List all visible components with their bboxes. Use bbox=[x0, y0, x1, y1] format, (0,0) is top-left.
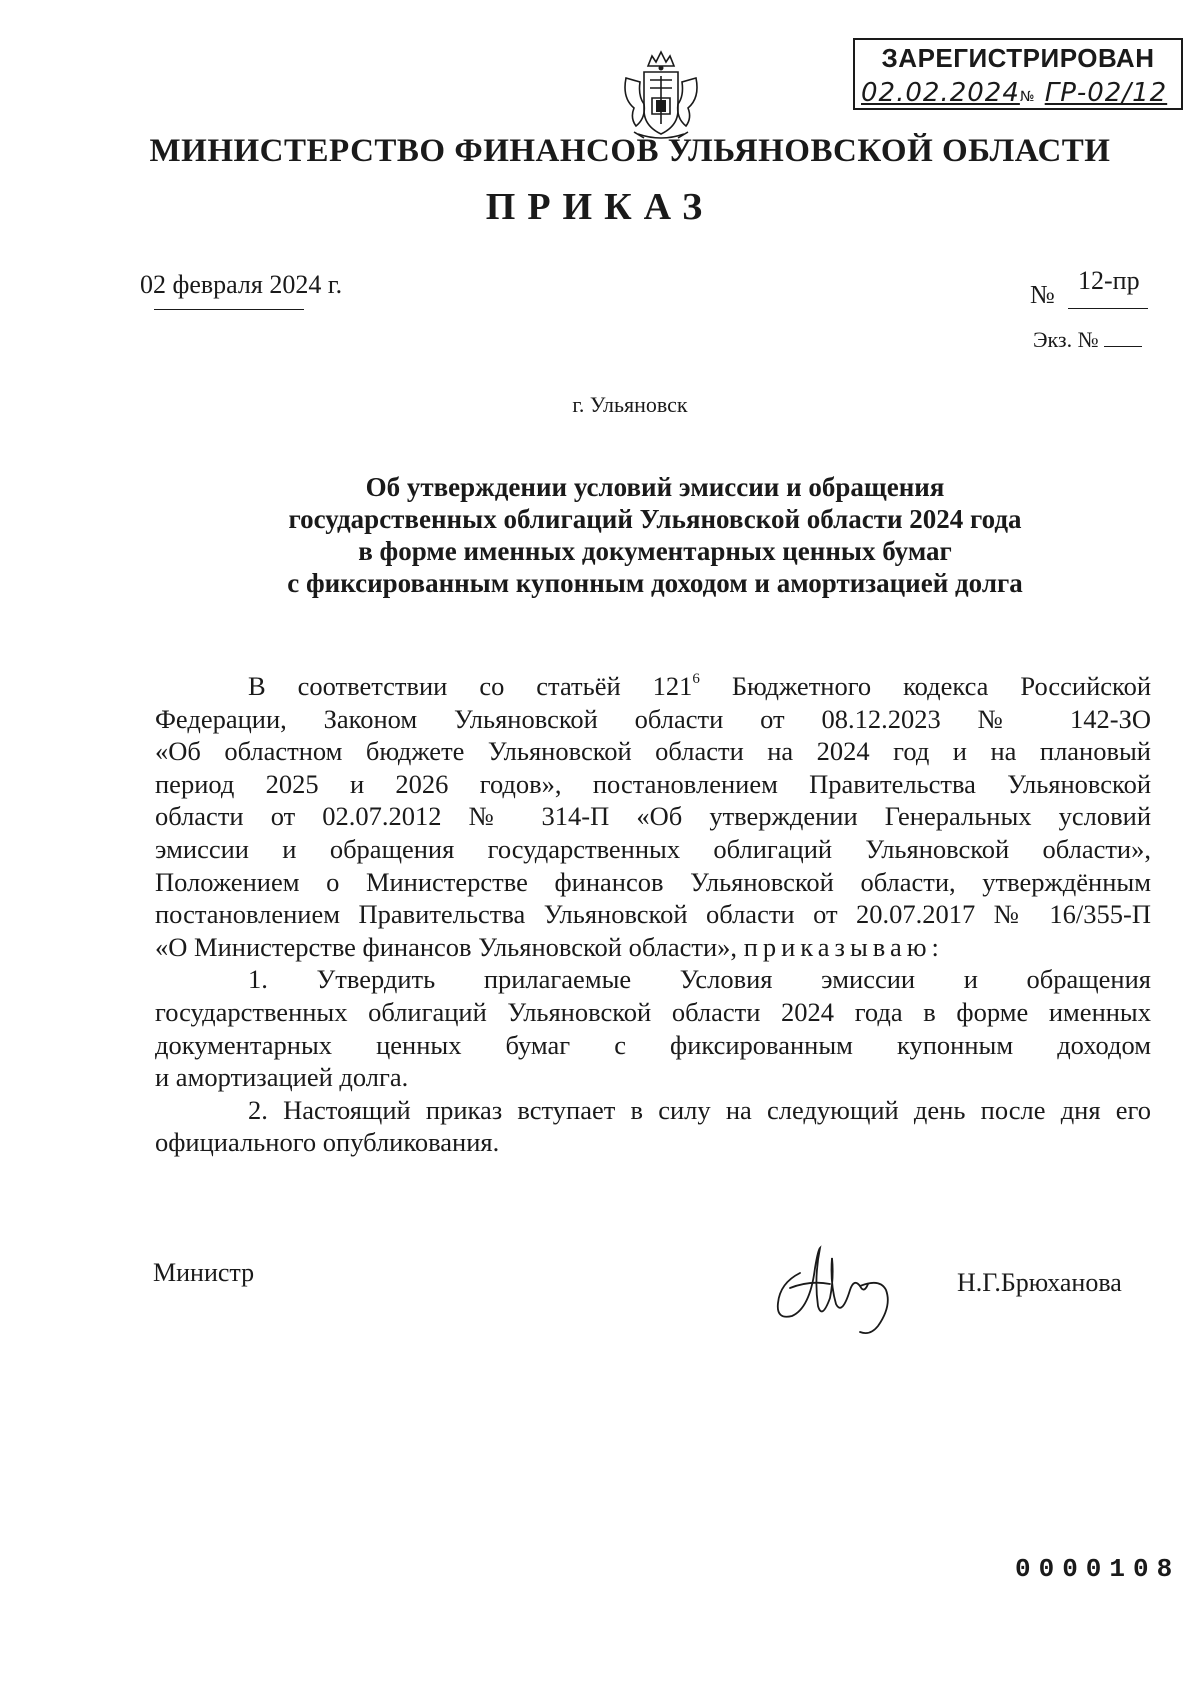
copy-number-line bbox=[1033, 326, 1142, 353]
item-1-line: документарных ценных бумаг с фиксированным купонным доходом bbox=[155, 1029, 1151, 1060]
order-heading bbox=[170, 471, 1140, 599]
coat-of-arms-emblem bbox=[616, 48, 706, 144]
preamble-line: Положением о Министерстве финансов Ульяновской области, утверждённым bbox=[155, 866, 1151, 897]
copy-number-blank bbox=[1104, 326, 1142, 347]
stamp-date: 02.02.2024 bbox=[861, 78, 1020, 108]
article-superscript: 6 bbox=[692, 671, 700, 687]
preamble-line: области от 02.07.2012 № 314-П «Об утверждении Генеральных условий bbox=[155, 801, 1151, 832]
item-2-line: 2. Настоящий приказ вступает в силу на следующий день после дня его bbox=[248, 1094, 1151, 1125]
preamble-line: «Об областном бюджете Ульяновской области на 2024 год и на плановый bbox=[155, 736, 1151, 767]
copy-label: Экз. № bbox=[1033, 327, 1099, 352]
order-date: 02 февраля 2024 г. bbox=[140, 270, 343, 299]
item-1-line: государственных облигаций Ульяновской области 2024 года в форме именных bbox=[155, 996, 1151, 1027]
heading-line: в форме именных документарных ценных бумаг bbox=[358, 536, 952, 566]
handwritten-signature bbox=[760, 1228, 910, 1348]
preamble-text: Бюджетного кодекса Российской bbox=[699, 671, 1151, 701]
preamble-line: эмиссии и обращения государственных облигаций Ульяновской области», bbox=[155, 833, 1151, 864]
preamble-line bbox=[155, 931, 1151, 964]
order-number-sign: № bbox=[1030, 280, 1055, 309]
item-1-line: 1. Утвердить прилагаемые Условия эмиссии и обращения bbox=[248, 964, 1151, 995]
heading-line: государственных облигаций Ульяновской области 2024 года bbox=[288, 504, 1022, 534]
order-word: приказываю: bbox=[743, 931, 944, 962]
preamble-line: Федерации, Законом Ульяновской области от 08.12.2023 № 142-ЗО bbox=[155, 703, 1151, 734]
item-2-line: официального опубликования. bbox=[155, 1127, 500, 1158]
stamp-title: ЗАРЕГИСТРИРОВАН bbox=[881, 43, 1155, 73]
item-1-line: и амортизацией долга. bbox=[155, 1062, 409, 1093]
heading-line: Об утверждении условий эмиссии и обращения bbox=[365, 472, 945, 502]
order-body bbox=[155, 670, 1151, 1159]
number-underline bbox=[1068, 308, 1148, 309]
document-serial-number: 0000108 bbox=[1015, 1554, 1181, 1584]
city: г. Ульяновск bbox=[572, 392, 688, 417]
stamp-registration-line bbox=[861, 78, 1167, 108]
preamble-text: В соответствии со статьёй 121 bbox=[248, 671, 693, 701]
date-underline bbox=[154, 309, 304, 310]
document-type-title: ПРИКАЗ bbox=[485, 186, 715, 228]
stamp-no-label: № bbox=[1019, 89, 1036, 105]
preamble-line: период 2025 и 2026 годов», постановлением Правительства Ульяновской bbox=[155, 768, 1151, 799]
stamp-reg-number: ГР-02/12 bbox=[1044, 78, 1168, 108]
preamble-line: постановлением Правительства Ульяновской области от 20.07.2017 № 16/355-П bbox=[155, 899, 1151, 930]
signatory-position: Министр bbox=[153, 1258, 255, 1287]
registration-stamp bbox=[853, 38, 1183, 110]
preamble-line bbox=[155, 670, 1151, 703]
heading-line: с фиксированным купонным доходом и амортизацией долга bbox=[287, 568, 1023, 598]
ministry-name: МИНИСТЕРСТВО ФИНАНСОВ УЛЬЯНОВСКОЙ ОБЛАСТИ bbox=[149, 133, 1111, 169]
preamble-text: «О Министерстве финансов Ульяновской области», bbox=[155, 931, 738, 962]
signatory-name: Н.Г.Брюханова bbox=[957, 1268, 1122, 1297]
order-number: 12-пр bbox=[1078, 266, 1140, 295]
